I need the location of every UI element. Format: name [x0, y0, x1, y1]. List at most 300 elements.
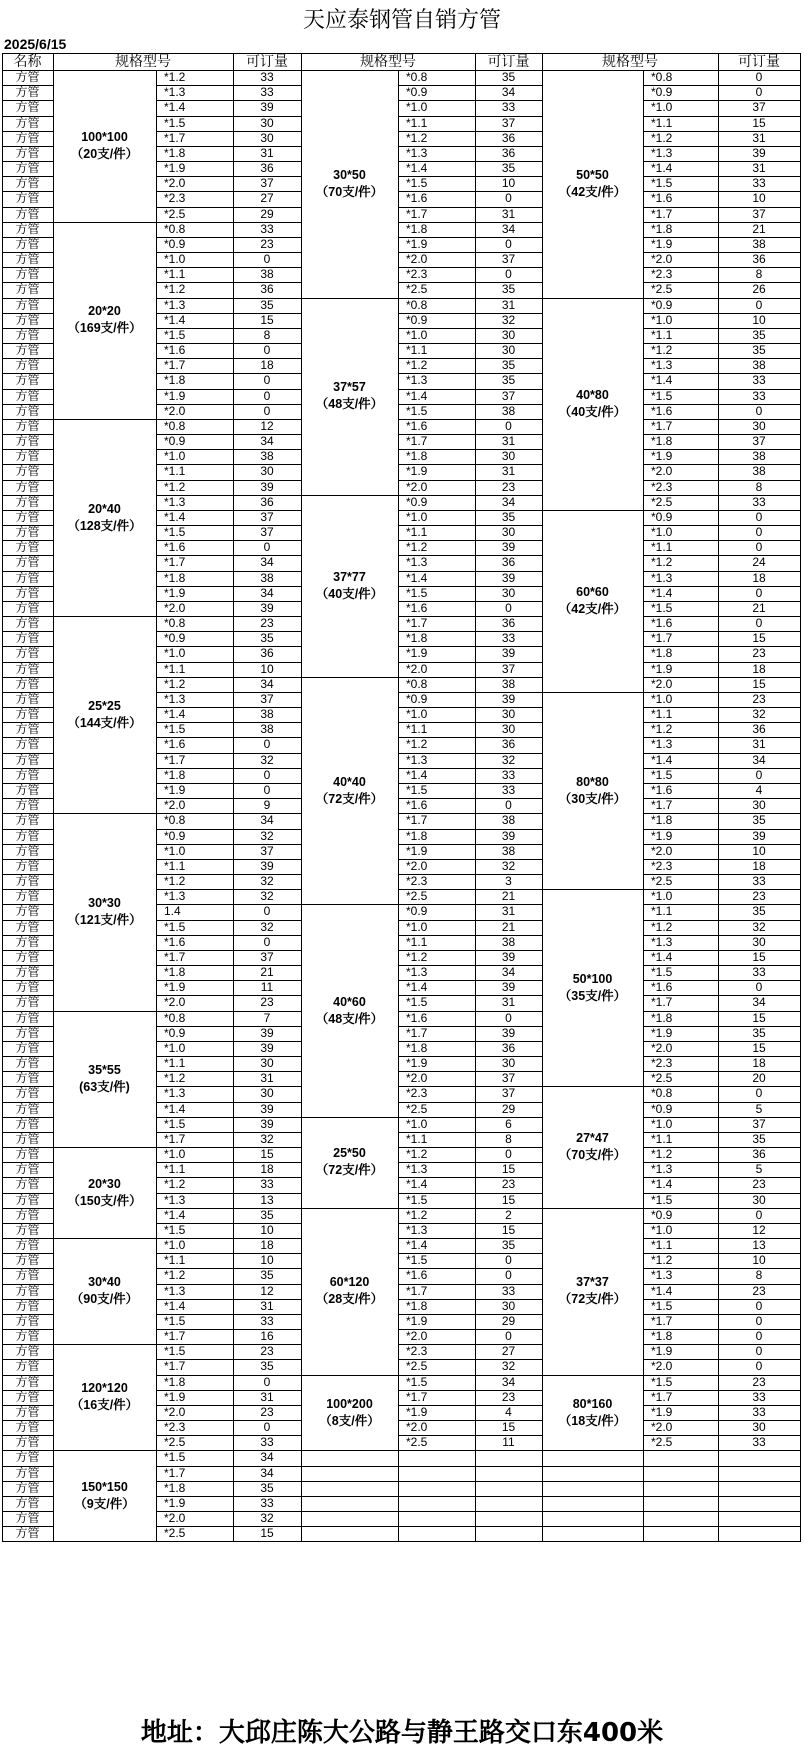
qty-value: 37: [260, 176, 274, 191]
spec-code: *1.7: [406, 1283, 428, 1298]
row-name: 方管: [15, 403, 40, 418]
qty-value: 16: [260, 1329, 274, 1344]
qty-value: 15: [260, 1526, 274, 1541]
spec-code: *1.5: [651, 388, 673, 403]
spec-code: *1.6: [164, 737, 186, 752]
spec-code: *2.5: [164, 1435, 186, 1450]
row-name: 方管: [15, 358, 40, 373]
row-name: 方管: [15, 206, 40, 221]
qty-value: 31: [260, 1389, 274, 1404]
spec-code: *1.1: [651, 904, 673, 919]
group-size: 20*30: [88, 1176, 121, 1191]
qty-value: 35: [752, 1025, 766, 1040]
spec-code: *1.6: [651, 403, 673, 418]
qty-value: 33: [501, 1283, 516, 1298]
qty-value: 39: [260, 1116, 274, 1131]
spec-code: *1.5: [164, 115, 186, 130]
qty-value: 38: [752, 449, 766, 464]
spec-code: *0.8: [406, 297, 428, 312]
group-size: 50*100: [572, 971, 613, 986]
qty-value: 36: [260, 161, 274, 176]
grid-line: [53, 1147, 157, 1148]
row-name: 方管: [15, 1404, 40, 1419]
group-size: 80*160: [572, 1396, 613, 1411]
qty-value: 11: [260, 980, 274, 995]
qty-value: 32: [260, 919, 274, 934]
qty-value: 37: [501, 661, 516, 676]
spec-code: *1.2: [406, 1147, 428, 1162]
qty-value: 0: [755, 297, 763, 312]
spec-code: *1.5: [651, 1298, 673, 1313]
spec-code: *1.3: [651, 358, 673, 373]
row-name: 方管: [15, 1131, 40, 1146]
spec-code: *1.1: [406, 115, 428, 130]
qty-value: 13: [260, 1192, 274, 1207]
row-name: 方管: [15, 312, 40, 327]
spec-code: *1.6: [164, 343, 186, 358]
qty-value: 0: [263, 373, 271, 388]
spec-code: *1.1: [164, 858, 186, 873]
spec-code: *2.0: [406, 479, 428, 494]
spec-code: *1.9: [164, 980, 186, 995]
spec-code: *0.8: [164, 616, 186, 631]
spec-code: *1.9: [406, 1056, 428, 1071]
grid-line: [53, 419, 157, 420]
spec-code: *2.5: [406, 1435, 428, 1450]
spec-code: *1.6: [406, 418, 428, 433]
group-pack: （70支/件）: [315, 184, 384, 199]
qty-value: 35: [501, 373, 516, 388]
row-name: 方管: [15, 1329, 40, 1344]
grid-line: [53, 813, 157, 814]
row-name: 方管: [15, 1435, 40, 1450]
qty-value: 0: [755, 1329, 763, 1344]
spec-code: *2.5: [651, 874, 673, 888]
qty-value: 38: [501, 403, 516, 418]
spec-code: *2.3: [406, 874, 428, 888]
qty-value: 33: [501, 782, 516, 797]
header-qty: 可订量: [738, 53, 780, 69]
grid-line: [398, 1526, 543, 1527]
qty-value: 30: [260, 130, 274, 145]
spec-code: *1.8: [164, 965, 186, 980]
spec-code: *1.8: [164, 145, 186, 160]
group-size: 37*37: [576, 1275, 609, 1290]
row-name: 方管: [15, 1495, 40, 1510]
qty-value: 21: [501, 889, 516, 904]
spec-code: *1.3: [164, 889, 186, 904]
qty-value: 23: [752, 889, 766, 904]
qty-value: 4: [505, 1404, 512, 1419]
spec-code: *1.2: [164, 1177, 186, 1192]
spec-code: *1.0: [406, 327, 428, 342]
qty-value: 9: [263, 798, 271, 813]
header-spec: 规格型号: [115, 53, 171, 69]
qty-value: 39: [501, 980, 516, 995]
row-name: 方管: [15, 691, 40, 706]
qty-value: 30: [752, 1192, 766, 1207]
spec-code: *1.4: [651, 373, 673, 388]
spec-code: *1.1: [164, 1056, 186, 1071]
qty-value: 15: [752, 115, 766, 130]
spec-code: *2.3: [651, 267, 673, 282]
qty-value: 0: [263, 1374, 271, 1389]
qty-value: 36: [260, 646, 274, 661]
qty-value: 30: [752, 1420, 766, 1435]
group-pack: （121支/件）: [67, 912, 142, 927]
qty-value: 31: [501, 434, 516, 449]
group-pack: （70支/件）: [558, 1148, 627, 1163]
qty-value: 33: [752, 494, 766, 509]
grid-line: [301, 1466, 399, 1467]
header-spec: 规格型号: [602, 53, 658, 69]
spec-code: *1.7: [164, 752, 186, 767]
grid-line: [53, 616, 157, 617]
qty-value: 33: [260, 70, 274, 84]
row-name: 方管: [15, 252, 40, 267]
spec-code: *1.5: [406, 176, 428, 191]
row-name: 方管: [15, 843, 40, 858]
spec-code: *1.7: [164, 555, 186, 570]
qty-value: 37: [501, 1071, 516, 1086]
spec-code: *0.9: [164, 828, 186, 843]
qty-value: 0: [755, 1313, 763, 1328]
spec-code: *1.5: [406, 1253, 428, 1268]
grid-line: [643, 1466, 801, 1467]
spec-code: *1.5: [651, 600, 673, 615]
grid-line: [301, 1526, 399, 1527]
qty-value: 39: [260, 1025, 274, 1040]
spec-code: *2.0: [164, 1511, 186, 1526]
row-name: 方管: [15, 1268, 40, 1283]
grid-line: [301, 1208, 399, 1209]
spec-code: *1.1: [651, 1131, 673, 1146]
qty-value: 5: [755, 1101, 763, 1116]
spec-code: *0.8: [651, 1086, 673, 1101]
row-name: 方管: [15, 889, 40, 904]
spec-code: *1.8: [651, 221, 673, 236]
spec-code: *1.3: [406, 752, 428, 767]
spec-code: *1.2: [164, 282, 186, 297]
qty-value: 3: [505, 874, 512, 888]
spec-code: *2.0: [406, 858, 428, 873]
group-size: 50*50: [576, 167, 609, 182]
spec-code: *1.5: [164, 1450, 186, 1465]
qty-value: 12: [260, 1283, 274, 1298]
qty-value: 36: [501, 737, 516, 752]
spec-code: *2.0: [651, 676, 673, 691]
row-name: 方管: [15, 176, 40, 191]
spec-code: *1.3: [406, 1222, 428, 1237]
qty-value: 27: [260, 191, 274, 206]
group-size: 30*40: [88, 1275, 121, 1290]
qty-value: 39: [260, 858, 274, 873]
row-name: 方管: [15, 1222, 40, 1237]
group-pack: （30支/件）: [558, 791, 627, 806]
qty-value: 30: [501, 449, 516, 464]
spec-code: *1.4: [164, 1207, 186, 1222]
row-name: 方管: [15, 995, 40, 1010]
qty-value: 34: [501, 1374, 516, 1389]
qty-value: 32: [501, 312, 516, 327]
spec-code: *1.5: [651, 1374, 673, 1389]
spec-code: *1.5: [164, 1116, 186, 1131]
row-name: 方管: [15, 388, 40, 403]
group-pack: （40支/件）: [558, 404, 627, 419]
spec-code: *1.4: [651, 1283, 673, 1298]
spec-code: *1.2: [406, 130, 428, 145]
grid-line: [398, 1496, 543, 1497]
group-pack: （48支/件）: [315, 1011, 384, 1026]
spec-code: *1.9: [164, 388, 186, 403]
spec-code: *1.7: [164, 130, 186, 145]
spec-code: *1.6: [164, 540, 186, 555]
spec-code: *1.7: [651, 206, 673, 221]
qty-value: 18: [752, 858, 766, 873]
qty-value: 31: [752, 130, 766, 145]
spec-code: *1.1: [164, 267, 186, 282]
qty-value: 38: [752, 464, 766, 479]
qty-value: 31: [501, 995, 516, 1010]
spec-code: *1.0: [406, 509, 428, 524]
spec-code: *1.0: [164, 646, 186, 661]
spec-code: *1.8: [164, 767, 186, 782]
row-name: 方管: [15, 145, 40, 160]
qty-value: 34: [260, 1465, 274, 1480]
qty-value: 34: [752, 995, 766, 1010]
qty-value: 0: [505, 1147, 512, 1162]
qty-value: 32: [260, 874, 274, 888]
grid-line: [542, 298, 644, 299]
qty-value: 32: [501, 858, 516, 873]
row-name: 方管: [15, 191, 40, 206]
spec-code: *2.5: [651, 1071, 673, 1086]
qty-value: 23: [260, 616, 274, 631]
row-name: 方管: [15, 1116, 40, 1131]
spec-code: *2.3: [164, 191, 186, 206]
spec-code: *2.3: [651, 858, 673, 873]
spec-code: *1.9: [651, 449, 673, 464]
spec-code: *1.5: [651, 176, 673, 191]
qty-value: 24: [752, 555, 766, 570]
group-size: 37*57: [333, 380, 366, 395]
spec-code: *0.9: [651, 1101, 673, 1116]
qty-value: 39: [752, 828, 766, 843]
spec-code: *1.8: [406, 828, 428, 843]
grid-line: [301, 677, 399, 678]
grid-line: [542, 1450, 644, 1451]
spec-code: *1.1: [164, 1162, 186, 1177]
spec-code: *1.8: [164, 1374, 186, 1389]
grid-line: [53, 1344, 157, 1345]
row-name: 方管: [15, 100, 40, 115]
spec-code: *1.5: [651, 1192, 673, 1207]
row-name: 方管: [15, 752, 40, 767]
spec-code: *1.9: [651, 1025, 673, 1040]
qty-value: 15: [752, 1010, 766, 1025]
spec-code: *0.9: [406, 312, 428, 327]
spec-code: *1.8: [651, 813, 673, 828]
qty-value: 29: [260, 206, 274, 221]
header-spec: 规格型号: [360, 53, 416, 69]
group-pack: （35支/件）: [558, 988, 627, 1003]
qty-value: 35: [752, 1131, 766, 1146]
group-size: 60*120: [329, 1275, 370, 1290]
spec-code: *1.2: [406, 1207, 428, 1222]
spec-code: *1.3: [651, 737, 673, 752]
row-name: 方管: [15, 327, 40, 342]
qty-value: 0: [505, 267, 512, 282]
spec-code: *0.8: [406, 70, 428, 84]
spec-code: *1.1: [164, 464, 186, 479]
spec-code: *1.7: [651, 631, 673, 646]
row-name: 方管: [15, 267, 40, 282]
qty-value: 0: [505, 236, 512, 251]
qty-value: 32: [260, 828, 274, 843]
qty-value: 18: [752, 661, 766, 676]
spec-code: *2.5: [164, 1526, 186, 1541]
qty-value: 5: [755, 1162, 763, 1177]
qty-value: 23: [501, 1389, 516, 1404]
qty-value: 18: [752, 570, 766, 585]
qty-value: 39: [501, 828, 516, 843]
grid-line: [398, 70, 399, 1541]
qty-value: 18: [260, 1238, 274, 1253]
qty-value: 0: [505, 1329, 512, 1344]
spec-code: *1.7: [164, 1359, 186, 1374]
spec-code: *1.2: [164, 676, 186, 691]
qty-value: 33: [260, 1495, 274, 1510]
spec-code: *2.0: [164, 798, 186, 813]
row-name: 方管: [15, 1253, 40, 1268]
row-name: 方管: [15, 1147, 40, 1162]
spec-code: *2.0: [164, 600, 186, 615]
spec-code: *1.9: [651, 236, 673, 251]
qty-value: 35: [752, 327, 766, 342]
spec-code: *1.5: [164, 722, 186, 737]
qty-value: 37: [260, 525, 274, 540]
qty-value: 34: [501, 494, 516, 509]
spec-code: *0.9: [406, 691, 428, 706]
group-size: 40*60: [333, 994, 366, 1009]
spec-code: *1.7: [164, 358, 186, 373]
group-pack: （8支/件）: [319, 1413, 380, 1428]
qty-value: 30: [260, 1086, 274, 1101]
row-name: 方管: [15, 1162, 40, 1177]
spec-code: *1.3: [651, 145, 673, 160]
qty-value: 30: [501, 327, 516, 342]
spec-code: *1.3: [406, 373, 428, 388]
spec-code: *1.6: [651, 980, 673, 995]
qty-value: 30: [260, 115, 274, 130]
spec-code: *1.1: [164, 661, 186, 676]
grid-line: [398, 1481, 543, 1482]
qty-value: 0: [263, 782, 271, 797]
qty-value: 35: [260, 1207, 274, 1222]
row-name: 方管: [15, 813, 40, 828]
spec-code: *2.5: [651, 282, 673, 297]
qty-value: 4: [755, 782, 763, 797]
grid-line: [2, 1541, 801, 1542]
qty-value: 36: [501, 555, 516, 570]
row-name: 方管: [15, 858, 40, 873]
qty-value: 23: [260, 236, 274, 251]
row-name: 方管: [15, 600, 40, 615]
qty-value: 30: [501, 343, 516, 358]
qty-value: 34: [260, 813, 274, 828]
group-size: 30*50: [333, 167, 366, 182]
spec-code: *1.6: [406, 798, 428, 813]
qty-value: 33: [260, 221, 274, 236]
spec-code: *1.8: [406, 631, 428, 646]
qty-value: 0: [505, 418, 512, 433]
spec-code: *1.6: [164, 934, 186, 949]
spec-code: *1.5: [164, 1344, 186, 1359]
qty-value: 0: [755, 525, 763, 540]
spec-code: *1.4: [406, 1238, 428, 1253]
qty-value: 0: [263, 1420, 271, 1435]
qty-value: 0: [263, 343, 271, 358]
qty-value: 35: [501, 282, 516, 297]
grid-line: [643, 1481, 801, 1482]
spec-code: *0.8: [164, 221, 186, 236]
qty-value: 8: [755, 267, 763, 282]
qty-value: 8: [755, 479, 763, 494]
qty-value: 21: [752, 221, 766, 236]
qty-value: 10: [260, 1222, 274, 1237]
qty-value: 0: [755, 1298, 763, 1313]
spec-code: *1.7: [406, 616, 428, 631]
spec-code: *1.8: [651, 1329, 673, 1344]
qty-value: 0: [505, 1268, 512, 1283]
row-name: 方管: [15, 949, 40, 964]
qty-value: 30: [752, 798, 766, 813]
qty-value: 0: [755, 540, 763, 555]
qty-value: 35: [752, 343, 766, 358]
row-name: 方管: [15, 722, 40, 737]
spec-code: *2.3: [406, 1344, 428, 1359]
qty-value: 34: [501, 965, 516, 980]
qty-value: 35: [260, 1359, 274, 1374]
qty-value: 36: [752, 252, 766, 267]
qty-value: 33: [501, 631, 516, 646]
row-name: 方管: [15, 540, 40, 555]
spec-code: *1.6: [406, 1268, 428, 1283]
qty-value: 30: [260, 464, 274, 479]
page-title: 天应泰钢管自销方管: [302, 8, 501, 33]
spec-code: *1.5: [406, 585, 428, 600]
spec-code: *1.7: [164, 1329, 186, 1344]
group-pack: （40支/件）: [315, 586, 384, 601]
row-name: 方管: [15, 1313, 40, 1328]
qty-value: 37: [501, 1086, 516, 1101]
qty-value: 37: [260, 949, 274, 964]
spec-code: *1.0: [651, 312, 673, 327]
qty-value: 15: [501, 1420, 516, 1435]
spec-code: *1.1: [406, 343, 428, 358]
grid-line: [542, 510, 644, 511]
spec-code: *1.4: [406, 1177, 428, 1192]
qty-value: 15: [752, 631, 766, 646]
spec-code: 1.4: [164, 904, 181, 919]
qty-value: 35: [501, 70, 516, 84]
spec-code: *1.9: [651, 1404, 673, 1419]
spec-code: *1.9: [651, 1344, 673, 1359]
spec-code: *2.0: [406, 252, 428, 267]
qty-value: 21: [501, 919, 516, 934]
qty-value: 36: [260, 282, 274, 297]
group-size: 100*200: [326, 1396, 373, 1411]
